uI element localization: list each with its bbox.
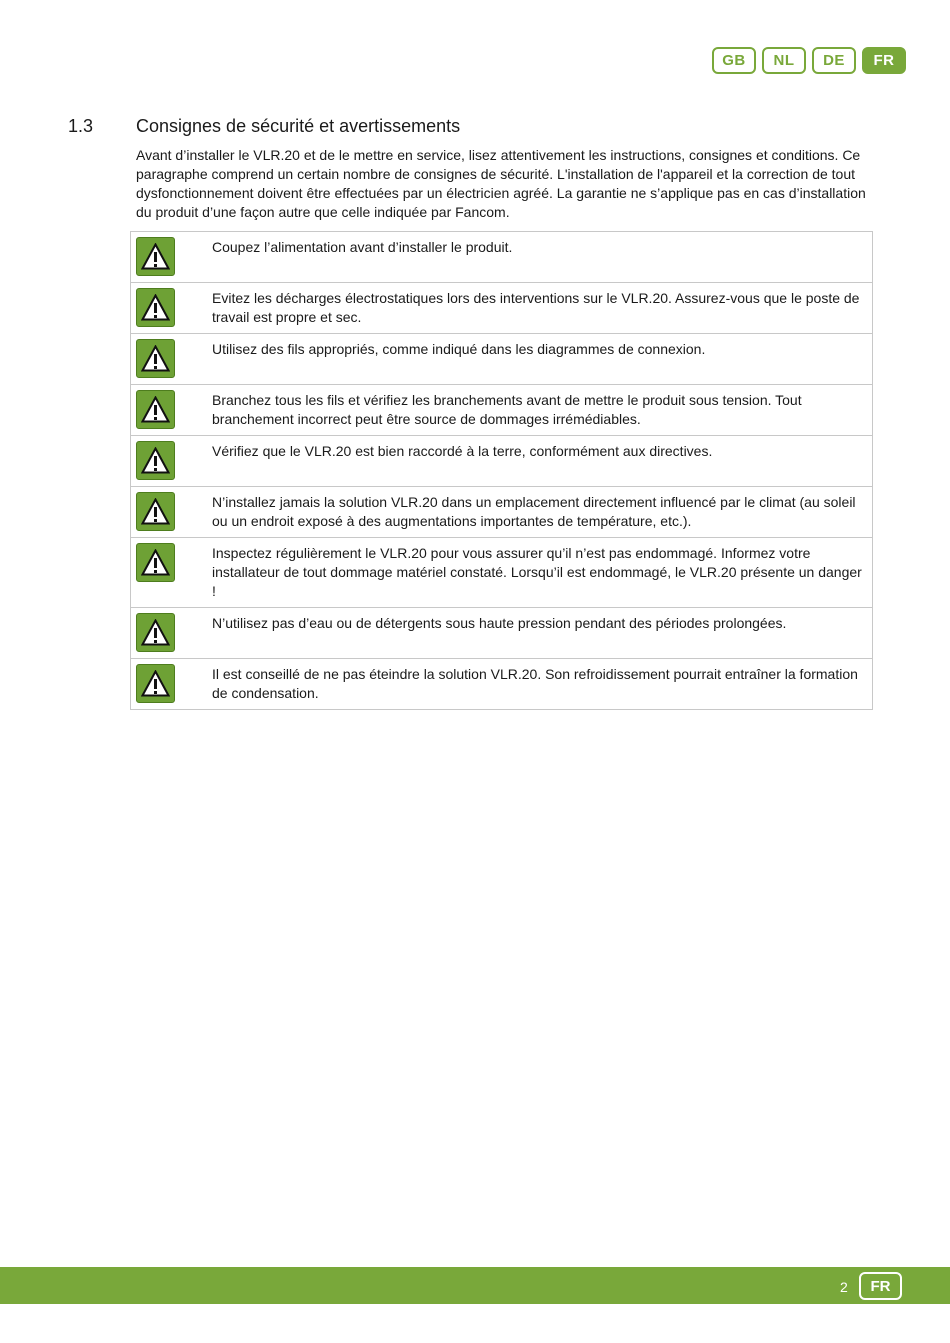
warning-text: Evitez les décharges électrostatiques lors des interventions sur le VLR.20. Assurez-vous que le poste de travail est propre et sec. <box>206 283 873 334</box>
language-tabs <box>712 47 906 74</box>
warning-icon-cell <box>131 232 207 283</box>
warning-triangle-icon <box>136 664 175 703</box>
warning-row <box>131 487 873 538</box>
warning-text: Coupez l’alimentation avant d’installer le produit. <box>206 232 873 283</box>
warning-row <box>131 385 873 436</box>
language-tab-fr[interactable]: FR <box>862 47 906 74</box>
warning-icon-cell <box>131 659 207 710</box>
warning-icon-cell <box>131 436 207 487</box>
warning-triangle-icon <box>136 492 175 531</box>
warning-text: Vérifiez que le VLR.20 est bien raccordé à la terre, conformément aux directives. <box>206 436 873 487</box>
warning-triangle-icon <box>136 441 175 480</box>
warning-text: Inspectez régulièrement le VLR.20 pour vous assurer qu’il n’est pas endommagé. Informez votre installateur de tout dommage matériel constaté. Lorsqu’il est endommagé, le VLR.20 présente un danger ! <box>206 538 873 608</box>
safety-warnings-table <box>130 231 873 710</box>
warning-text: Branchez tous les fils et vérifiez les branchements avant de mettre le produit sous tension. Tout branchement incorrect peut être source de dommages irrémédiables. <box>206 385 873 436</box>
footer-bar <box>0 1267 950 1304</box>
language-tab-de[interactable]: DE <box>812 47 856 74</box>
warning-row <box>131 659 873 710</box>
warning-row <box>131 232 873 283</box>
footer-language-badge: FR <box>859 1272 902 1300</box>
section-title: Consignes de sécurité et avertissements <box>136 116 461 136</box>
warning-icon-cell <box>131 608 207 659</box>
language-tab-gb[interactable]: GB <box>712 47 756 74</box>
warning-triangle-icon <box>136 237 175 276</box>
warning-text: N’utilisez pas d’eau ou de détergents sous haute pression pendant des périodes prolongées. <box>206 608 873 659</box>
warning-triangle-icon <box>136 613 175 652</box>
warning-triangle-icon <box>136 543 175 582</box>
warning-icon-cell <box>131 283 207 334</box>
warning-triangle-icon <box>136 339 175 378</box>
warning-row <box>131 608 873 659</box>
warning-icon-cell <box>131 385 207 436</box>
warning-triangle-icon <box>136 390 175 429</box>
warning-triangle-icon <box>136 288 175 327</box>
section-intro: Avant d’installer le VLR.20 et de le mettre en service, lisez attentivement les instructions, consignes et conditions. Ce paragraphe comprend un certain nombre de consignes de sécurité. L'installation de l'appareil et la correction de tout dysfonctionnement doivent être effectuées par un électricien agréé. La garantie ne s’applique pas en cas d’installation du produit d’une façon autre que celle indiquée par Fancom. <box>136 147 866 220</box>
warning-row <box>131 283 873 334</box>
warning-text: Utilisez des fils appropriés, comme indiqué dans les diagrammes de connexion. <box>206 334 873 385</box>
warning-row <box>131 334 873 385</box>
warning-icon-cell <box>131 487 207 538</box>
warning-text: Il est conseillé de ne pas éteindre la solution VLR.20. Son refroidissement pourrait entraîner la formation de condensation. <box>206 659 873 710</box>
warning-row <box>131 436 873 487</box>
warning-icon-cell <box>131 334 207 385</box>
warning-icon-cell <box>131 538 207 608</box>
section-number: 1.3 <box>68 116 94 136</box>
warning-row <box>131 538 873 608</box>
language-tab-nl[interactable]: NL <box>762 47 806 74</box>
page-number: 2 <box>840 1279 848 1295</box>
warning-text: N’installez jamais la solution VLR.20 dans un emplacement directement influencé par le climat (au soleil ou un endroit exposé à des augmentations importantes de température, etc.). <box>206 487 873 538</box>
